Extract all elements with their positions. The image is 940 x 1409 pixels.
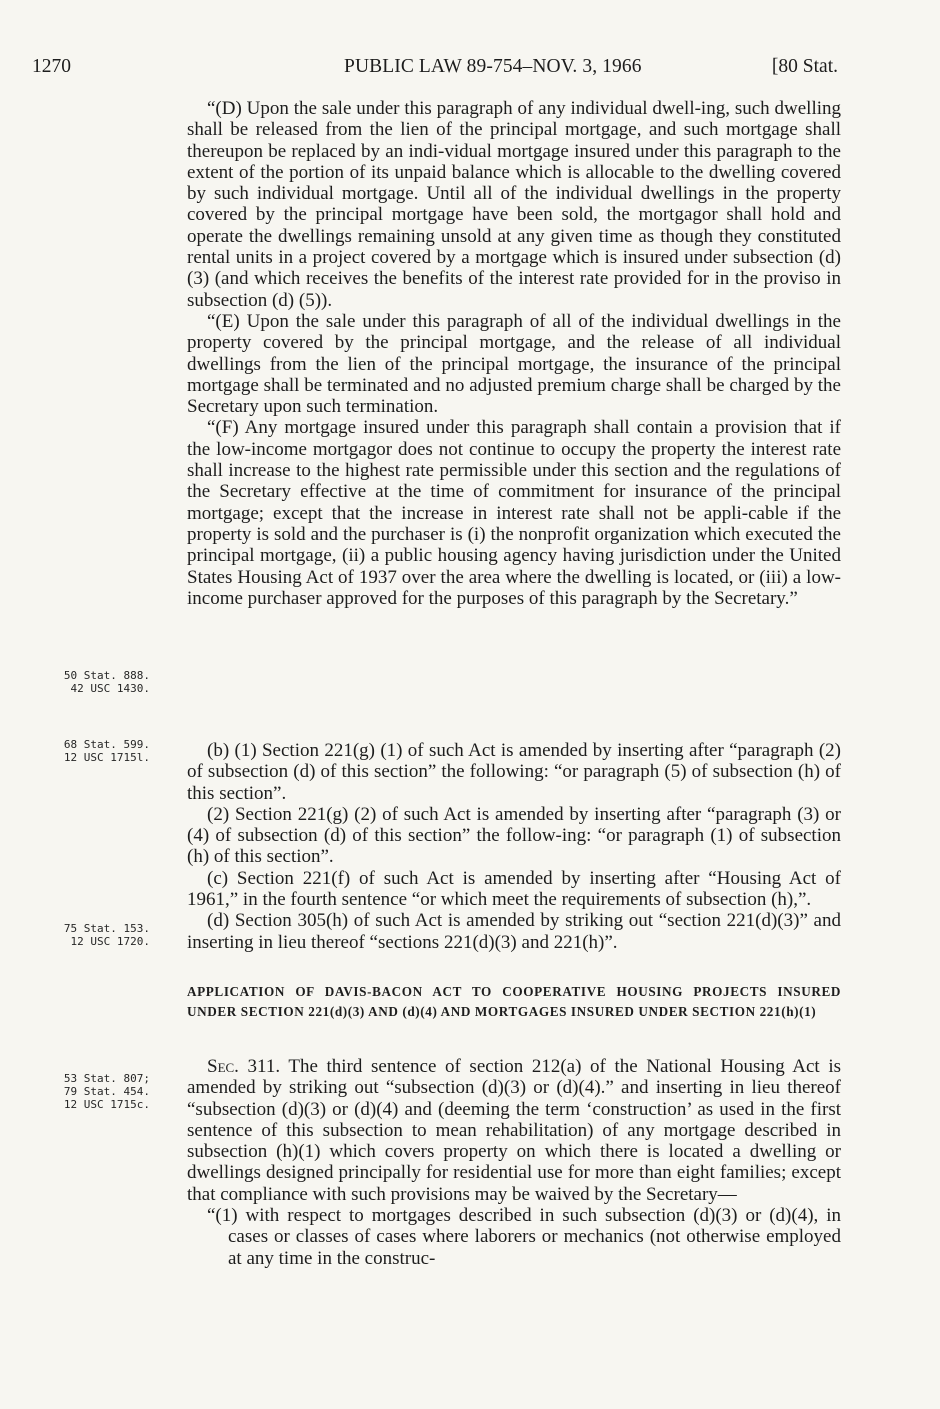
running-head <box>32 52 838 82</box>
margin-note-line: 12 USC 1715l. <box>63 751 150 764</box>
text-block-amendments <box>187 740 841 953</box>
sec-311-item-1: “(1) with respect to mortgages described in such subsection (d)(3) or (d)(4), in cases or classes of cases where laborers or mechanics (not otherwise employed at any time in the construc- <box>207 1205 841 1269</box>
paragraph-d-section-305: (d) Section 305(h) of such Act is amended by striking out “section 221(d)(3)” and inserting in lieu thereof “sections 221(d)(3) and 221(h)”. <box>187 910 841 953</box>
margin-note-line: 42 USC 1430. <box>70 682 150 695</box>
margin-note-line: 68 Stat. 599. <box>63 738 150 751</box>
section-heading: APPLICATION OF DAVIS-BACON ACT TO COOPERATIVE HOUSING PROJECTS INSURED UNDER SECTION 221(d)(3) AND (d)(4) AND MORTGAGES INSURED UNDER SECTION 221(h)(1) <box>187 984 841 1019</box>
margin-note-line: 79 Stat. 454. <box>63 1085 150 1098</box>
margin-note-line: 12 USC 1720. <box>70 935 150 948</box>
statute-reference: [80 Stat. <box>771 56 838 77</box>
sec-311-paragraph <box>187 1056 841 1205</box>
paragraph-c: (c) Section 221(f) of such Act is amended by inserting after “Housing Act of 1961,” in the fourth sentence “or which meet the requirements of subsection (h),”. <box>187 867 841 911</box>
margin-note-line: 50 Stat. 888. <box>63 669 150 682</box>
margin-note-line: 75 Stat. 153. <box>63 922 150 935</box>
margin-note <box>64 1072 150 1111</box>
text-block-sec-311 <box>187 1056 841 1269</box>
margin-note <box>64 669 150 695</box>
margin-note <box>64 738 150 764</box>
margin-note-line: 12 USC 1715c. <box>63 1098 150 1111</box>
law-title: PUBLIC LAW 89-754–NOV. 3, 1966 <box>344 56 642 77</box>
paragraph-d: “(D) Upon the sale under this paragraph of any individual dwell-ing, such dwelling shall be released from the lien of the principal mortgage, and such mortgage shall thereupon be replaced by an indi-vidual mortgage insured under this paragraph to the extent of the portion of its unpaid balance which is allocable to the dwelling covered by such individual mortgage. Until all of the individual dwellings in the property covered by the principal mortgage have been sold, the mortgagor shall hold and operate the dwellings remaining unsold at any given time as though they constituted rental units in a project covered by a mortgage which is insured under subsection (d) (3) (and which receives the benefits of the interest rate provided for in the proviso in subsection (d) (5)). <box>187 98 841 311</box>
paragraph-b2: (2) Section 221(g) (2) of such Act is amended by inserting after “paragraph (3) or (4) of subsection (d) of this section” the follow-ing: “or paragraph (1) of subsection (h) of this section”. <box>187 803 841 868</box>
paragraph-e: “(E) Upon the sale under this paragraph of all of the individual dwellings in the property covered by the principal mortgage, and the release of all individual dwellings from the lien of the principal mortgage, the insurance of the principal mortgage shall be terminated and no adjusted premium charge shall be charged by the Secretary upon such termination. <box>187 310 841 418</box>
paragraph-f: “(F) Any mortgage insured under this paragraph shall contain a provision that if the low-income mortgagor does not continue to occupy the property the interest rate shall increase to the highest rate permissible under this section and the regulations of the Secretary effective at the time of commitment for insurance of the principal mortgage; except that the increase in interest rate shall not be appli-cable if the property is sold and the purchaser is (i) the nonprofit organization which executed the principal mortgage, (ii) a public housing agency having jurisdiction under the United States Housing Act of 1937 over the area where the dwelling is located, or (iii) a low-income purchaser approved for the purposes of this paragraph by the Secretary.” <box>187 417 841 609</box>
page-number: 1270 <box>32 56 71 77</box>
sec-311-text: The third sentence of section 212(a) of the National Housing Act is amended by striking out “subsection (d)(3) or (d)(4).” and inserting in lieu thereof “subsection (d)(3) or (d)(4) and (deeming the term ‘construction’ as used in the first sentence of this subsection to mean rehabilitation) of any mortgage described in subsection (h)(1) which covers property on which there is located a dwelling or dwellings designed principally for residential use for more than eight families; except that compliance with such provisions may be waived by the Secretary— <box>187 1056 841 1205</box>
sec-311-label: Sec. 311. <box>207 1056 281 1077</box>
text-block-paragraphs-d-e-f <box>187 98 841 609</box>
margin-note-line: 53 Stat. 807; <box>63 1072 150 1085</box>
margin-note <box>64 922 150 948</box>
paragraph-b1: (b) (1) Section 221(g) (1) of such Act is amended by inserting after “paragraph (2) of subsection (d) of this section” the following: “or paragraph (5) of subsection (h) of this section”. <box>187 740 841 804</box>
